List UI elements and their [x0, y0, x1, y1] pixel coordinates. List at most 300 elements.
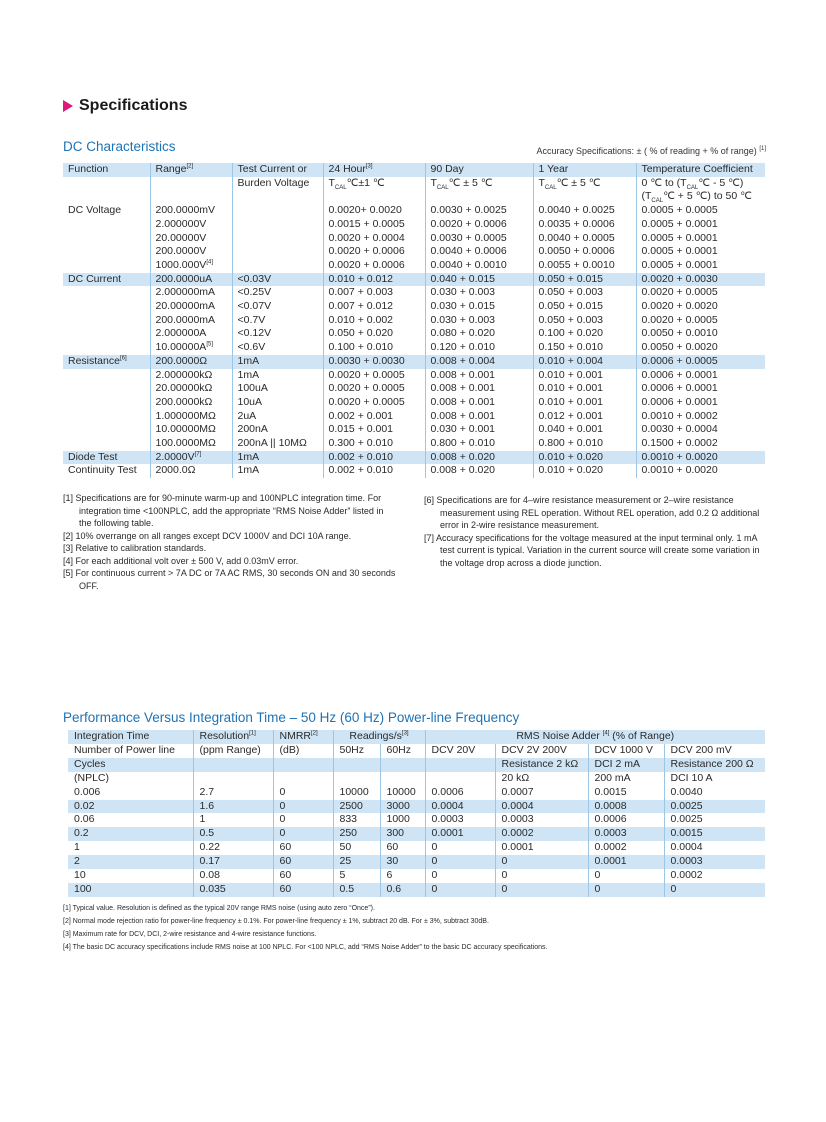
col-header-readings: Readings/s[3]	[333, 730, 425, 744]
perf-header-row	[68, 772, 765, 786]
cell-test: <0.7V	[232, 314, 323, 328]
cell-tc: 0.0050 + 0.0010	[636, 327, 765, 341]
cell-tc: 0.0030 + 0.0004	[636, 423, 765, 437]
cell-y1: 0.0050 + 0.0006	[533, 245, 636, 259]
cell-h24: 0.015 + 0.001	[323, 423, 425, 437]
table-row	[68, 855, 765, 869]
col-header-nplc: (NPLC)	[74, 771, 110, 784]
page-heading-text: Specifications	[79, 97, 188, 114]
cell-h24: 0.0020 + 0.0006	[323, 259, 425, 273]
cell-d90: 0.0030 + 0.0005	[425, 232, 533, 246]
cell-h24: 0.0020 + 0.0004	[323, 232, 425, 246]
cell-nmrr: 60	[273, 869, 333, 883]
cell-hz60: 10000	[380, 786, 425, 800]
table-row	[63, 259, 765, 273]
cell-test: <0.6V	[232, 341, 323, 355]
footnote: [1] Specifications are for 90-minute warm-up and 100NPLC integration time. For integration time <100NPLC, add the appropriate “RMS Noise Adder” listed in the following table.	[63, 493, 384, 528]
cell-test: 1mA	[232, 464, 323, 478]
perf-header-row	[68, 744, 765, 758]
cell-range: 20.00000mA	[150, 300, 232, 314]
cell-y1: 0.010 + 0.001	[533, 369, 636, 383]
table-row	[63, 286, 765, 300]
cell-dcv1000: 0.0002	[588, 841, 664, 855]
dc-header-row	[63, 163, 765, 177]
cell-dcv20: 0	[425, 841, 495, 855]
cell-dcv2: 0	[495, 883, 588, 897]
cell-hz50: 10000	[333, 786, 380, 800]
cell-d90: 0.0040 + 0.0010	[425, 259, 533, 273]
col-header-dcv20: DCV 20V	[425, 744, 495, 758]
cell-hz60: 30	[380, 855, 425, 869]
footnote: [4] For each additional volt over ± 500 V, add 0.03mV error.	[63, 555, 299, 566]
cell-range: 200.0000uA	[150, 273, 232, 287]
cell-h24: 0.0015 + 0.0005	[323, 218, 425, 232]
cell-dcv2: 0.0001	[495, 841, 588, 855]
cell-res: 1	[193, 813, 273, 827]
col-header-200ma: 200 mA	[588, 772, 664, 786]
cell-it: 10	[74, 869, 86, 882]
footnote: [2] Normal mode rejection ratio for power-line frequency ± 0.1%. For power-line frequency ± 1%, subtract 20 dB. For ± 3%, subtract 30dB.	[63, 918, 489, 925]
cell-dcv1000: 0.0006	[588, 813, 664, 827]
cell-fn	[63, 341, 150, 355]
cell-h24: 0.010 + 0.002	[323, 314, 425, 328]
cell-hz60: 3000	[380, 800, 425, 814]
cell-range: 1000.000V[4]	[150, 259, 232, 273]
col-header-50hz: 50Hz	[333, 744, 380, 758]
accuracy-note: Accuracy Specifications: ± ( % of reading + % of range) [1]	[536, 146, 766, 156]
cell-test: <0.03V	[232, 273, 323, 287]
dc-characteristics-table	[63, 163, 765, 478]
cell-d90: 0.040 + 0.015	[425, 273, 533, 287]
cell-test: 1mA	[232, 355, 323, 369]
footnote: [4] The basic DC accuracy specifications include RMS noise at 100 NPLC. For <100 NPLC, add “RMS Noise Adder” to the basic DC accuracy specifications.	[63, 944, 548, 951]
cell-tc: 0.0005 + 0.0001	[636, 259, 765, 273]
cell-dcv2: 0.0002	[495, 827, 588, 841]
cell-y1: 0.050 + 0.015	[533, 273, 636, 287]
cell-nmrr: 0	[273, 786, 333, 800]
cell-h24: 0.0020 + 0.0005	[323, 382, 425, 396]
table-row	[63, 300, 765, 314]
col-header-rms-noise-adder: RMS Noise Adder [4] (% of Range)	[425, 730, 765, 744]
table-row	[63, 355, 765, 369]
cell-hz60: 0.6	[380, 883, 425, 897]
cell-dcv2: 0	[495, 869, 588, 883]
cell-hz60: 6	[380, 869, 425, 883]
cell-tc: 0.0020 + 0.0020	[636, 300, 765, 314]
cell-fn: Diode Test	[63, 451, 150, 465]
cell-dcv200m: 0	[664, 883, 765, 897]
cell-d90: 0.030 + 0.003	[425, 286, 533, 300]
cell-d90: 0.0040 + 0.0006	[425, 245, 533, 259]
cell-dcv200m: 0.0040	[664, 786, 765, 800]
cell-dcv20: 0.0001	[425, 827, 495, 841]
col-header-db: (dB)	[273, 744, 333, 758]
cell-nmrr: 60	[273, 883, 333, 897]
cell-hz50: 5	[333, 869, 380, 883]
cell-dcv20: 0.0004	[425, 800, 495, 814]
cell-y1: 0.0040 + 0.0005	[533, 232, 636, 246]
cell-res: 1.6	[193, 800, 273, 814]
cell-tc: 0.0005 + 0.0001	[636, 232, 765, 246]
table-row	[68, 786, 765, 800]
cell-dcv200m: 0.0002	[664, 869, 765, 883]
cell-range: 1.000000MΩ	[150, 410, 232, 424]
cell-y1: 0.010 + 0.001	[533, 382, 636, 396]
cell-d90: 0.0020 + 0.0006	[425, 218, 533, 232]
col-header-range: Range[2]	[150, 163, 232, 177]
table-row	[63, 464, 765, 478]
cell-fn	[63, 286, 150, 300]
cell-dcv1000: 0	[588, 869, 664, 883]
cell-h24: 0.0020 + 0.0005	[323, 396, 425, 410]
cell-dcv1000: 0.0008	[588, 800, 664, 814]
perf-header-row	[68, 758, 765, 772]
cell-test: <0.25V	[232, 286, 323, 300]
page-heading	[63, 97, 187, 115]
cell-dcv1000: 0	[588, 883, 664, 897]
cell-fn	[63, 437, 150, 451]
table-row	[68, 813, 765, 827]
col-header-temp-coef: Temperature Coefficient	[636, 163, 765, 177]
cell-tc: 0.0005 + 0.0001	[636, 245, 765, 259]
cell-tc: 0.0006 + 0.0001	[636, 369, 765, 383]
cell-range: 20.00000kΩ	[150, 382, 232, 396]
cell-dcv20: 0	[425, 883, 495, 897]
cell-fn	[63, 314, 150, 328]
table-row	[63, 327, 765, 341]
cell-h24: 0.010 + 0.012	[323, 273, 425, 287]
cell-fn	[63, 410, 150, 424]
cell-fn	[63, 259, 150, 273]
table-row	[63, 423, 765, 437]
cell-test: 1mA	[232, 369, 323, 383]
table-row	[63, 204, 765, 218]
cell-range: 200.0000kΩ	[150, 396, 232, 410]
cell-d90: 0.008 + 0.001	[425, 382, 533, 396]
cell-res: 0.08	[193, 869, 273, 883]
cell-y1: 0.010 + 0.004	[533, 355, 636, 369]
cell-fn: DC Current	[63, 273, 150, 287]
cell-y1: 0.010 + 0.001	[533, 396, 636, 410]
cell-it: 2	[68, 855, 193, 869]
cell-res: 0.17	[193, 855, 273, 869]
cell-range: 20.00000V	[150, 232, 232, 246]
cell-hz60: 300	[380, 827, 425, 841]
perf-header-row	[68, 730, 765, 744]
cell-y1: 0.050 + 0.003	[533, 286, 636, 300]
footnote: [2] 10% overrange on all ranges except DCV 1000V and DCI 10A range.	[63, 530, 352, 541]
cell-hz60: 1000	[380, 813, 425, 827]
cell-range: 2.000000V	[150, 218, 232, 232]
cell-d90: 0.008 + 0.004	[425, 355, 533, 369]
cell-hz50: 250	[333, 827, 380, 841]
cell-dcv200m: 0.0025	[664, 813, 765, 827]
dc-header-row	[63, 177, 765, 191]
cell-dcv200m: 0.0004	[664, 841, 765, 855]
cell-nmrr: 0	[273, 827, 333, 841]
table-row	[63, 218, 765, 232]
cell-d90: 0.0030 + 0.0025	[425, 204, 533, 218]
cell-dcv1000: 0.0015	[588, 786, 664, 800]
cell-fn	[63, 382, 150, 396]
cell-y1: 0.0040 + 0.0025	[533, 204, 636, 218]
cell-d90: 0.120 + 0.010	[425, 341, 533, 355]
cell-tc: 0.0005 + 0.0001	[636, 218, 765, 232]
cell-test: 200nA || 10MΩ	[232, 437, 323, 451]
cell-tc: 0.0006 + 0.0005	[636, 355, 765, 369]
col-header-nmrr: NMRR[2]	[273, 730, 333, 744]
cell-test	[232, 204, 323, 218]
table-row	[63, 437, 765, 451]
col-header-20k: 20 kΩ	[495, 772, 588, 786]
col-header-cycles: Cycles	[68, 758, 193, 772]
cell-fn	[63, 218, 150, 232]
cell-d90: 0.080 + 0.020	[425, 327, 533, 341]
cell-d90: 0.030 + 0.015	[425, 300, 533, 314]
table-row	[68, 841, 765, 855]
cell-dcv20: 0	[425, 855, 495, 869]
cell-res: 0.035	[193, 883, 273, 897]
cell-test: 10uA	[232, 396, 323, 410]
cell-d90: 0.030 + 0.003	[425, 314, 533, 328]
table-row	[68, 800, 765, 814]
cell-fn	[63, 423, 150, 437]
cell-tc: 0.0010 + 0.0002	[636, 410, 765, 424]
cell-range: 200.0000Ω	[150, 355, 232, 369]
cell-fn: Resistance[6]	[63, 355, 150, 369]
col-header-power-line: Number of Power line	[74, 743, 175, 756]
cell-dcv2: 0.0004	[495, 800, 588, 814]
col-header-1-year: 1 Year	[533, 163, 636, 177]
footnote: [5] For continuous current > 7A DC or 7A AC RMS, 30 seconds ON and 30 seconds OFF.	[63, 568, 396, 591]
footnote: [7] Accuracy specifications for the voltage measured at the input terminal only. 1 mA test current is typical. Variation in the current source will create some variation in the voltage drop across a diode junction.	[424, 532, 760, 568]
table-row	[63, 232, 765, 246]
cell-h24: 0.0020 + 0.0005	[323, 369, 425, 383]
cell-fn	[63, 327, 150, 341]
table-row	[63, 410, 765, 424]
col-header-24-hour-cond: $T_{CAL}℃\pm 1$ ℃	[323, 177, 425, 191]
cell-hz50: 0.5	[333, 883, 380, 897]
cell-y1: 0.010 + 0.020	[533, 451, 636, 465]
table-row	[63, 382, 765, 396]
cell-test	[232, 245, 323, 259]
triangle-bullet-icon	[63, 100, 73, 112]
col-header-test-current: Test Current or	[232, 163, 323, 177]
cell-range: 200.0000mA	[150, 314, 232, 328]
col-header-dcv200m: DCV 200 mV	[664, 744, 765, 758]
cell-hz60: 60	[380, 841, 425, 855]
cell-tc: 0.0010 + 0.0020	[636, 464, 765, 478]
cell-test: <0.07V	[232, 300, 323, 314]
cell-dcv200m: 0.0015	[664, 827, 765, 841]
cell-h24: 0.100 + 0.010	[323, 341, 425, 355]
cell-range: 10.00000A[5]	[150, 341, 232, 355]
cell-d90: 0.008 + 0.020	[425, 451, 533, 465]
cell-test	[232, 232, 323, 246]
table-row	[63, 396, 765, 410]
cell-d90: 0.800 + 0.010	[425, 437, 533, 451]
integration-time-table	[68, 730, 765, 897]
cell-range: 2.000000mA	[150, 286, 232, 300]
cell-range: 2000.0Ω	[150, 464, 232, 478]
cell-fn: DC Voltage	[68, 204, 122, 217]
cell-d90: 0.008 + 0.001	[425, 396, 533, 410]
cell-test: <0.12V	[232, 327, 323, 341]
cell-res: 2.7	[193, 786, 273, 800]
cell-it: 1	[74, 841, 80, 854]
cell-tc: 0.0010 + 0.0020	[636, 451, 765, 465]
col-header-dcv2: DCV 2V 200V	[495, 744, 588, 758]
col-header-dcv1000: DCV 1000 V	[588, 744, 664, 758]
cell-nmrr: 0	[273, 800, 333, 814]
cell-y1: 0.040 + 0.001	[533, 423, 636, 437]
cell-h24: 0.0020+ 0.0020	[323, 204, 425, 218]
col-header-1-year-cond: $T_{CAL}℃ \pm 5$ ℃	[533, 177, 636, 191]
cell-dcv20: 0.0003	[425, 813, 495, 827]
cell-hz50: 50	[333, 841, 380, 855]
cell-it: 100	[68, 883, 193, 897]
cell-range: 200.0000mV	[150, 204, 232, 218]
cell-range: 10.00000MΩ	[150, 423, 232, 437]
table-row	[63, 314, 765, 328]
cell-fn	[63, 396, 150, 410]
cell-tc: 0.0020 + 0.0030	[636, 273, 765, 287]
footnote: [3] Relative to calibration standards.	[63, 543, 207, 553]
cell-range: 100.0000MΩ	[150, 437, 232, 451]
cell-dcv2: 0	[495, 855, 588, 869]
cell-hz50: 25	[333, 855, 380, 869]
cell-it: 0.006	[74, 785, 101, 798]
cell-h24: 0.002 + 0.010	[323, 464, 425, 478]
col-header-dci-10a: DCI 10 A	[664, 772, 765, 786]
cell-test: 200nA	[232, 423, 323, 437]
table-row	[63, 369, 765, 383]
col-header-function: Function	[63, 163, 150, 177]
col-header-24-hour: 24 Hour[3]	[323, 163, 425, 177]
cell-res: 0.22	[193, 841, 273, 855]
cell-tc: 0.0005 + 0.0005	[636, 204, 765, 218]
col-header-integration-time: Integration Time	[68, 730, 193, 744]
cell-h24: 0.002 + 0.010	[323, 451, 425, 465]
cell-dcv20: 0.0006	[425, 786, 495, 800]
cell-h24: 0.0020 + 0.0006	[323, 245, 425, 259]
table-row	[63, 273, 765, 287]
cell-dcv1000: 0.0001	[588, 855, 664, 869]
cell-y1: 0.050 + 0.015	[533, 300, 636, 314]
cell-range: 200.0000V	[150, 245, 232, 259]
cell-y1: 0.050 + 0.003	[533, 314, 636, 328]
footnote: [3] Maximum rate for DCV, DCI, 2-wire resistance and 4-wire resistance functions.	[63, 931, 317, 938]
cell-dcv200m: 0.0003	[664, 855, 765, 869]
cell-h24: 0.002 + 0.001	[323, 410, 425, 424]
cell-tc: 0.0006 + 0.0001	[636, 396, 765, 410]
footnote: [1] Typical value. Resolution is defined as the typical 20V range RMS noise (using auto zero “Once”).	[63, 905, 375, 912]
cell-y1: 0.0055 + 0.0010	[533, 259, 636, 273]
cell-y1: 0.800 + 0.010	[533, 437, 636, 451]
col-header-resolution: Resolution[1]	[193, 730, 273, 744]
cell-nmrr: 0	[273, 813, 333, 827]
table-row	[68, 883, 765, 897]
cell-y1: 0.0035 + 0.0006	[533, 218, 636, 232]
col-header-res-200: Resistance 200 Ω	[664, 758, 765, 772]
col-header-ppm-range: (ppm Range)	[193, 744, 273, 758]
dc-footnotes-left	[63, 492, 398, 592]
col-header-60hz: 60Hz	[380, 744, 425, 758]
col-header-temp-coef-cond: 0 ℃ to ($T_{CAL}℃ - 5$ ℃)	[636, 177, 765, 191]
cell-hz50: 833	[333, 813, 380, 827]
cell-y1: 0.100 + 0.020	[533, 327, 636, 341]
cell-fn: Continuity Test	[68, 464, 137, 477]
cell-tc: 0.0050 + 0.0020	[636, 341, 765, 355]
cell-tc: 0.0020 + 0.0005	[636, 314, 765, 328]
cell-h24: 0.0030 + 0.0030	[323, 355, 425, 369]
cell-tc: 0.0020 + 0.0005	[636, 286, 765, 300]
cell-d90: 0.008 + 0.020	[425, 464, 533, 478]
table-row	[63, 451, 765, 465]
cell-d90: 0.030 + 0.001	[425, 423, 533, 437]
cell-test	[232, 218, 323, 232]
cell-res: 0.5	[193, 827, 273, 841]
cell-range: 2.0000V[7]	[150, 451, 232, 465]
cell-test: 2uA	[232, 410, 323, 424]
footnote: [6] Specifications are for 4–wire resistance measurement or 2–wire resistance measurement using REL operation. Without REL operation, add 0.2 Ω additional error in 2-wire resistance measurement.	[424, 495, 760, 530]
cell-test: 100uA	[232, 382, 323, 396]
cell-range: 2.000000A	[150, 327, 232, 341]
cell-fn	[63, 369, 150, 383]
cell-test: 1mA	[232, 451, 323, 465]
cell-hz50: 2500	[333, 800, 380, 814]
cell-dcv20: 0	[425, 869, 495, 883]
col-header-90-day: 90 Day	[425, 163, 533, 177]
dc-footnotes-right	[424, 494, 769, 569]
cell-fn	[63, 245, 150, 259]
cell-y1: 0.010 + 0.020	[533, 464, 636, 478]
dc-section-title: DC Characteristics	[63, 139, 176, 154]
cell-d90: 0.008 + 0.001	[425, 369, 533, 383]
cell-h24: 0.300 + 0.010	[323, 437, 425, 451]
cell-it: 0.02	[68, 800, 193, 814]
col-header-dci-2ma: DCI 2 mA	[588, 758, 664, 772]
cell-dcv2: 0.0007	[495, 786, 588, 800]
cell-nmrr: 60	[273, 841, 333, 855]
col-header-res-2k: Resistance 2 kΩ	[495, 758, 588, 772]
cell-y1: 0.012 + 0.001	[533, 410, 636, 424]
dc-header-row	[63, 190, 765, 204]
cell-fn	[63, 300, 150, 314]
cell-h24: 0.050 + 0.020	[323, 327, 425, 341]
cell-it: 0.2	[68, 827, 193, 841]
table-row	[63, 245, 765, 259]
cell-h24: 0.007 + 0.012	[323, 300, 425, 314]
cell-fn	[63, 232, 150, 246]
cell-it: 0.06	[74, 813, 95, 826]
table-row	[63, 341, 765, 355]
cell-tc: 0.0006 + 0.0001	[636, 382, 765, 396]
cell-dcv2: 0.0003	[495, 813, 588, 827]
cell-dcv200m: 0.0025	[664, 800, 765, 814]
cell-range: 2.000000kΩ	[150, 369, 232, 383]
cell-nmrr: 60	[273, 855, 333, 869]
table-row	[68, 869, 765, 883]
perf-section-title: Performance Versus Integration Time – 50 Hz (60 Hz) Power-line Frequency	[63, 710, 520, 725]
col-header-burden-voltage: Burden Voltage	[232, 177, 323, 191]
col-header-90-day-cond: $T_{CAL}℃ \pm 5$ ℃	[425, 177, 533, 191]
cell-d90: 0.008 + 0.001	[425, 410, 533, 424]
table-row	[68, 827, 765, 841]
col-header-temp-coef-cond2: ($T_{CAL}℃ + 5$ ℃) to 50 ℃	[636, 190, 765, 204]
cell-h24: 0.007 + 0.003	[323, 286, 425, 300]
cell-test	[232, 259, 323, 273]
